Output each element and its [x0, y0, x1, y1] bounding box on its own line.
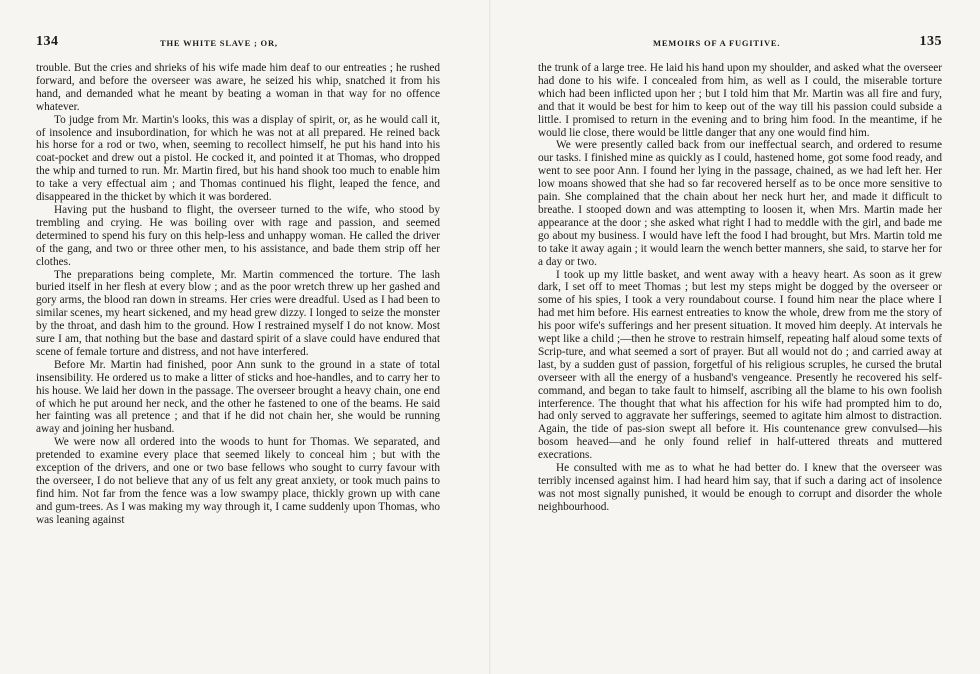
right-page — [538, 30, 942, 650]
paragraph: Before Mr. Martin had finished, poor Ann sunk to the ground in a state of total insensibility. He ordered us to make a litter of sticks and hoe-handles, and to carry her to his house. We laid her down in the passage. The overseer brought a heavy chain, one end of which he put around her neck, and the other he fastened to one of the beams. He said her fainting was all pretence ; and that if he did not chain her, she would be running away and joining her husband. — [36, 358, 440, 436]
paragraph: The preparations being complete, Mr. Martin commenced the torture. The lash buried itself in her flesh at every blow ; and as the poor wretch threw up her gashed and gory arms, the blood ran down in streams. Her cries were dreadful. Used as I had been to similar scenes, my heart sickened, and my head grew dizzy. I longed to seize the monster by the throat, and dash him to the ground. How I restrained myself I do not know. Most sure I am, that nothing but the base and dastard spirit of a slave could have endured that scene of female torture and distress, and not have interfered. — [36, 268, 440, 358]
book-gutter — [489, 0, 491, 674]
right-running-title: MEMOIRS OF A FUGITIVE. — [653, 38, 781, 48]
paragraph: We were now all ordered into the woods to hunt for Thomas. We separated, and pretended to examine every place that seemed likely to conceal him ; but with the exception of the drivers, and one or two base fellows who sought to curry favour with the overseer, I do not believe that any of us felt any great anxiety, or took much pains to find him. Not far from the fence was a low swampy place, thickly grown up with cane and gum-trees. As I was making my way through it, I came suddenly upon Thomas, who was leaning against — [36, 436, 440, 526]
paragraph: I took up my little basket, and went away with a heavy heart. As soon as it grew dark, I set off to meet Thomas ; but lest my steps might be dogged by the overseer or some of his spies, I took a very roundabout course. I found him near the place where I had met him before. His earnest entreaties to know the whole, drew from me the story of his poor wife's sufferings and her present situation. It moved him deeply. At intervals he wept like a child ;—then he strove to restrain himself, repeating half aloud some texts of Scrip-ture, and what seemed a sort of prayer. But all would not do ; and carried away at last, by a sudden gust of passion, forgetful of his religious scruples, he cursed the brutal overseer with all the energy of a husband's vengeance. Presently he recovered his self-command, and began to take fault to himself, ascribing all the blame to his own foolish interference. The thought that what his affection for his wife had prompted him to do, had only served to aggravate her sufferings, seemed to agitate him almost to distraction. Again, the tide of pas-sion swept all before it. His countenance grew convulsed—his bosom heaved—and he only found relief in half-uttered threats and muttered execrations. — [538, 268, 942, 462]
left-running-title: THE WHITE SLAVE ; OR, — [160, 38, 278, 48]
paragraph: He consulted with me as to what he had better do. I knew that the overseer was terribly incensed against him. I had heard him say, that if such a daring act of insolence was not most signally punished, it would be enough to corrupt and disorder the whole neighbourhood. — [538, 462, 942, 513]
right-body-text — [538, 62, 942, 514]
paragraph: To judge from Mr. Martin's looks, this was a display of spirit, or, as he would call it, of insolence and insubordination, for which he was not at all prepared. He reined back his horse for a rod or two, when, seeming to recollect himself, he put his hand into his coat-pocket and drew out a pistol. He cocked it, and pointed it at Thomas, who dropped the whip and turned to run. Mr. Martin fired, but his hand shook too much to enable him to take a very effectual aim ; and Thomas continued his flight, leaped the fence, and disappeared in the thicket by which it was bordered. — [36, 113, 440, 204]
right-running-head — [538, 30, 942, 48]
right-page-number: 135 — [919, 34, 942, 49]
left-running-head — [36, 30, 440, 48]
paragraph: trouble. But the cries and shrieks of his wife made him deaf to our entreaties ; he rushed forward, and before the overseer was aware, he seized his whip, snatched it from his hand, and demanded what he meant by beating a woman in that way for no offence whatever. — [36, 62, 440, 113]
left-page-number: 134 — [36, 34, 59, 49]
paragraph: the trunk of a large tree. He laid his hand upon my shoulder, and asked what the overseer had done to his wife. I concealed from him, as well as I could, the miserable torture which had been inflicted upon her ; but I told him that Mr. Martin was all fire and fury, and that it would be best for him to keep out of the way till his passion could subside a little. I promised to return in the evening and to bring him food. In the meantime, if he would lie close, there would be little danger that any one would find him. — [538, 62, 942, 139]
paragraph: Having put the husband to flight, the overseer turned to the wife, who stood by trembling and crying. He was boiling over with rage and passion, and seemed determined to spend his fury on this help-less and unhappy woman. He called the driver of the gang, and two or three other men, to his assistance, and bade them strip off her clothes. — [36, 203, 440, 268]
left-body-text — [36, 62, 440, 527]
paragraph: We were presently called back from our ineffectual search, and ordered to resume our tasks. I finished mine as quickly as I could, hastened home, got some food ready, and went to see poor Ann. I found her lying in the passage, chained, as we had left her. Her low moans showed that she had so far recovered herself as to be once more sensitive to pain. She complained that the chain about her neck hurt her, and made it difficult to breathe. I stooped down and was attempting to loosen it, when Mrs. Martin made her appearance at the door ; she asked what right I had to meddle with the girl, and bade me go about my business. I would have left the food I had brought, but Mrs. Martin told me to take it away again ; it would learn the wench better manners, she said, to starve her for a day or two. — [538, 139, 942, 268]
left-page — [36, 30, 440, 650]
